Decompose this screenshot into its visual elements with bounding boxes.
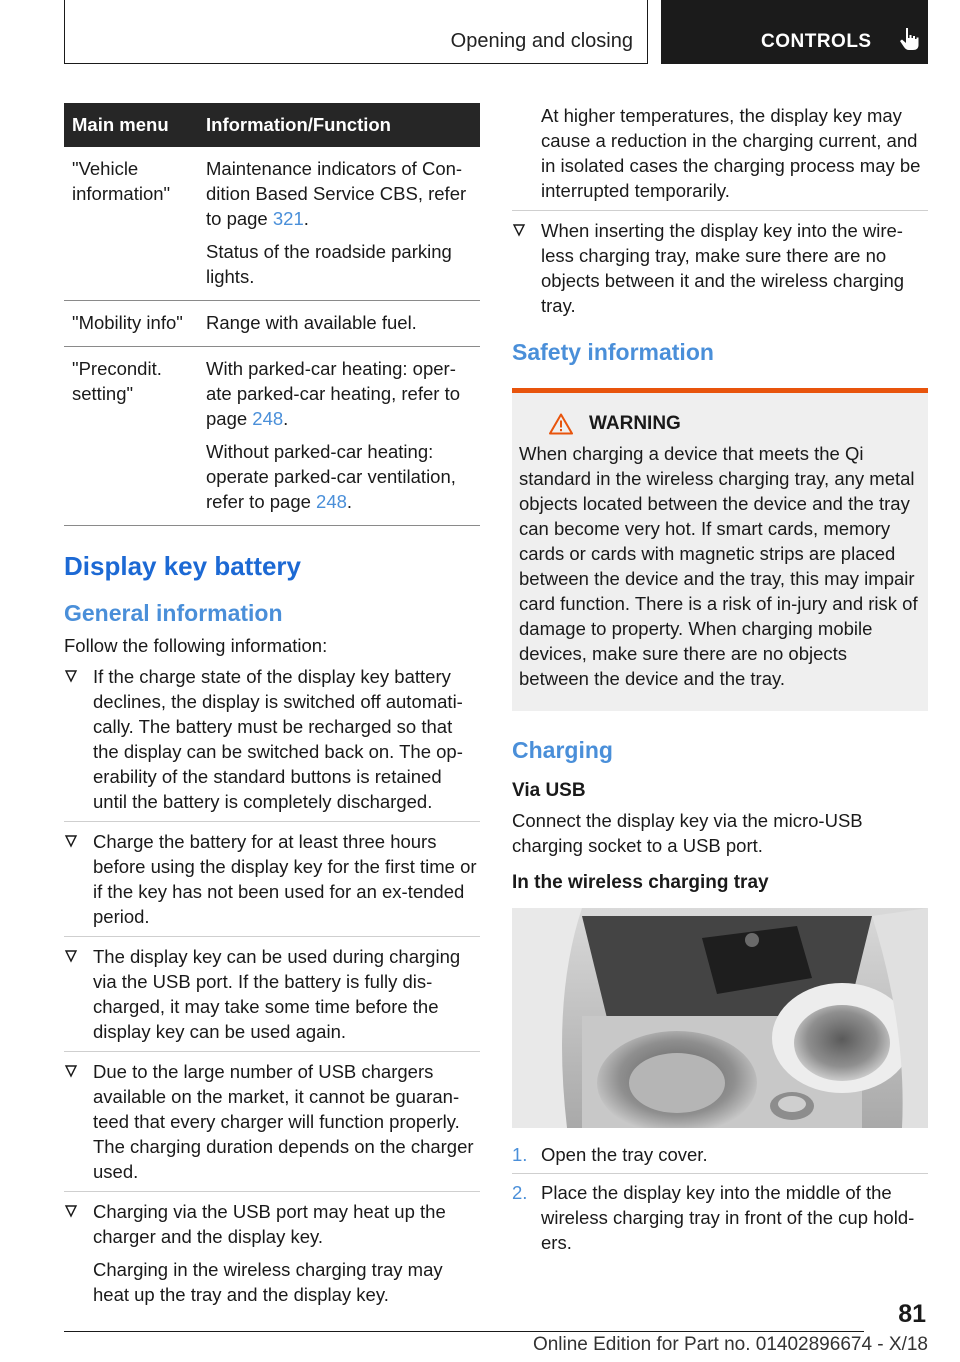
page-link[interactable]: 248	[316, 491, 347, 512]
page-number: 81	[898, 1300, 926, 1328]
triangle-bullet-icon	[64, 1204, 78, 1218]
charging-notes-list	[512, 103, 928, 325]
triangle-bullet-icon	[512, 223, 526, 237]
header-section-box	[64, 0, 648, 64]
step-number: 1.	[512, 1144, 528, 1165]
table-cell-info	[198, 347, 480, 526]
usb-instructions: Connect the display key via the micro-USB charging socket to a USB port.	[512, 810, 863, 856]
triangle-bullet-icon	[64, 834, 78, 848]
table-row	[64, 147, 480, 301]
header-chapter-title: CONTROLS	[761, 31, 872, 52]
warning-triangle-icon	[549, 413, 573, 435]
table-cell-info	[198, 147, 480, 301]
step-item	[512, 1180, 928, 1261]
subheading-via-usb: Via USB	[512, 780, 586, 801]
table-cell-menu: "Vehicle information"	[64, 147, 198, 301]
step-text: Place the display key into the middle of the wireless charging tray in front of the cup hold‐ers.	[541, 1182, 915, 1253]
table-header-main-menu: Main menu	[64, 103, 198, 147]
battery-info-list	[64, 664, 480, 1314]
triangle-bullet-icon	[64, 1064, 78, 1078]
table-row	[64, 347, 480, 526]
list-item: Charging via the USB port may heat up the charger and the display key. Charging in the wireless charging tray may heat up the tray and the display key.	[64, 1199, 480, 1314]
info-paragraph: Without parked-car heating: operate parked-car ventilation, refer to page 248.	[206, 441, 456, 512]
info-paragraph: Status of the roadside parking lights.	[206, 241, 452, 287]
header-section-title: Opening and closing	[450, 30, 633, 52]
edition-note: Online Edition for Part no. 01402896674 - X/18	[532, 1334, 928, 1355]
step-text: Open the tray cover.	[541, 1144, 708, 1165]
warning-box	[512, 388, 928, 711]
list-item: The display key can be used during charging via the USB port. If the battery is fully dis‐charged, it may take some time before the display key can be used again.	[64, 944, 480, 1052]
list-item: Charge the battery for at least three hours before using the display key for the first time or if the key has not been used for an ex‐tended period.	[64, 829, 480, 937]
subheading-wireless-tray: In the wireless charging tray	[512, 872, 769, 893]
table-cell-menu: "Mobility info"	[64, 301, 198, 347]
footer-divider	[64, 1331, 864, 1332]
info-paragraph: Maintenance indicators of Con‐dition Based Service CBS, refer to page 321.	[206, 158, 467, 229]
warning-label: WARNING	[589, 413, 681, 434]
controls-hand-icon	[897, 26, 923, 52]
section-title-charging: Charging	[512, 737, 613, 763]
left-column	[64, 103, 480, 1321]
page-header	[64, 0, 928, 66]
subsection-title-general-information: General information	[64, 600, 283, 626]
menu-info-table	[64, 103, 480, 526]
warning-header	[549, 413, 920, 435]
section-title-display-key-battery: Display key battery	[64, 551, 302, 581]
triangle-bullet-icon	[64, 949, 78, 963]
info-paragraph: Range with available fuel.	[206, 312, 417, 333]
table-row	[64, 301, 480, 347]
list-item: When inserting the display key into the wire‐less charging tray, make sure there are no objects between it and the wireless charging tray.	[512, 218, 928, 325]
step-number: 2.	[512, 1182, 528, 1203]
right-column	[512, 103, 928, 1267]
header-chapter-box	[661, 0, 928, 64]
triangle-bullet-icon	[64, 669, 78, 683]
table-cell-menu: "Precondit. setting"	[64, 347, 198, 526]
list-item: If the charge state of the display key battery declines, the display is switched off automati‐cally. The battery must be recharged so that the display can be switched back on. The op‐erability of the standard buttons is retained until the battery is completely discharged.	[64, 664, 480, 822]
step-item	[512, 1142, 928, 1174]
warning-text: When charging a device that meets the Qi standard in the wireless charging tray, any metal objects located between the device and the tray can become very hot. If smart cards, memory cards or cards with magnetic strips are placed between the device and the tray, this may impair card function. There is a risk of in‐jury and risk of damage to property. When charging mobile devices, make sure there are no objects between the device and the tray.	[519, 443, 918, 689]
section-title-safety-information: Safety information	[512, 339, 714, 365]
list-item-continued: At higher temperatures, the display key may cause a reduction in the charging current, and in isolated cases the charging process may be interrupted temporarily.	[512, 103, 928, 211]
wireless-charging-tray-photo	[512, 908, 928, 1128]
table-cell-info	[198, 301, 480, 347]
page-link[interactable]: 248	[252, 408, 284, 429]
page-link[interactable]: 321	[272, 208, 304, 229]
list-item: Due to the large number of USB chargers available on the market, it cannot be guaran‐teed that every charger will function properly. The charging duration depends on the charger used.	[64, 1059, 480, 1192]
info-paragraph: With parked-car heating: oper‐ate parked-car heating, refer to page 248.	[206, 358, 461, 429]
tray-steps-list	[512, 1142, 928, 1261]
table-header-information: Information/Function	[198, 103, 480, 147]
intro-text: Follow the following information:	[64, 635, 328, 656]
